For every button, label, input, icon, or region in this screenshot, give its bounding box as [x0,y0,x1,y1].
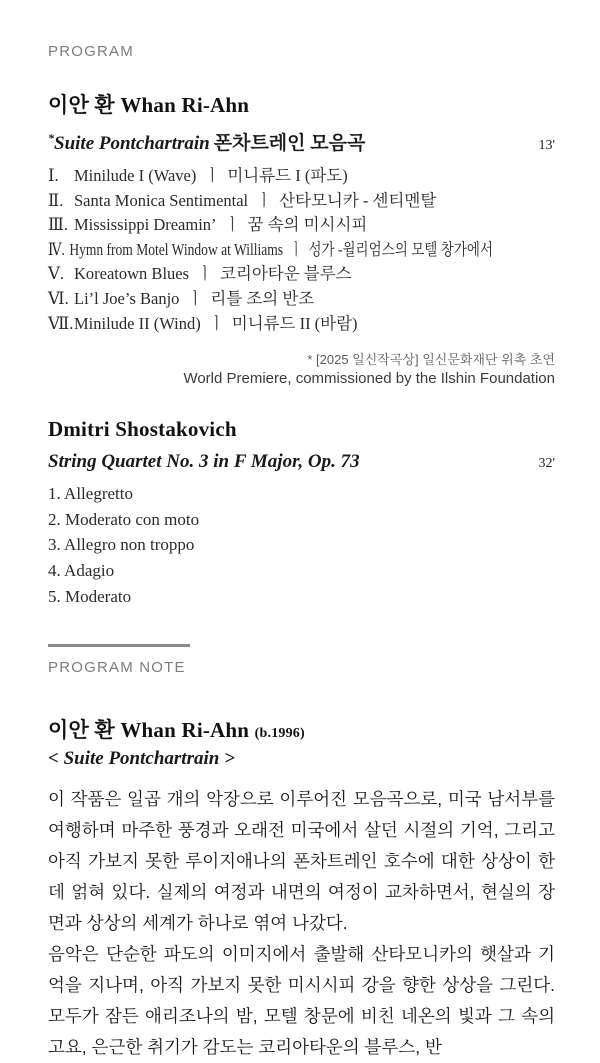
piece2-block [48,417,555,609]
work-title-row-suite-pontchartrain [48,128,555,155]
title-separator: ㅣ [208,313,225,333]
movement-row-5 [48,262,555,287]
duration-piece2: 32' [538,456,555,472]
movement-title-ko: 코리아타운 블루스 [219,264,352,284]
section-divider-line [48,644,190,647]
note-paragraph-1: 이 작품은 일곱 개의 악장으로 이루어진 모음곡으로, 미국 남서부를 여행하며 마주한 풍경과 오래전 미국에서 살던 시절의 기억, 그리고 아직 가보지 못한 루이지애나의 폰차트레인 호수에 대한 상상이 한데 얽혀 있다. 실제의 여정과 내면의 여정이 교차하면서, 현실의 장면과 상상의 세계가 하나로 엮여 나갔다. [48,789,555,934]
premiere-asterisk: * [48,131,54,145]
movement-numeral: Ⅴ. [48,264,65,284]
work-title [48,128,365,155]
note-composer-birth-year: (b.1996) [254,726,305,742]
movement-list-piece1 [48,164,555,336]
movement-row-4 [48,238,555,263]
premiere-footnote-korean: * [2025 일신작곡상] 일신문화재단 위촉 초연 [307,352,555,368]
movement-title-ko: 꿈 속의 미시시피 [247,215,368,235]
movement-title-ko: 미니류드 II (바람) [231,313,358,333]
movement-numeral: Ⅶ. [48,313,74,333]
premiere-footnote-english: World Premiere, commissioned by the Ilshin Foundation [183,370,555,388]
movement-title-ko: 미니류드 I (파도) [227,166,348,185]
movement-title-en: Hymn from Motel Window at Williams [69,239,284,259]
program-note-body [48,784,555,1063]
title-separator: ㅣ [187,288,204,308]
movement-row-2 [48,189,555,214]
title-separator: ㅣ [289,239,303,259]
program-section-label: PROGRAM [48,43,134,60]
composer-name-whan-ri-ahn: 이안 환 Whan Ri-Ahn [48,93,250,117]
note-work-title: < Suite Pontchartrain > [48,748,235,770]
movement-title-en: Santa Monica Sentimental [74,190,249,210]
movement-title-en: Minilude II (Wind) [74,313,201,333]
movement-row-3: 3. Allegro non troppo [48,535,195,555]
movement-row-7 [48,312,555,337]
movement-numeral: Ⅱ. [48,190,64,210]
movement-numeral: Ⅲ. [48,215,69,235]
note-composer-heading [48,714,555,744]
movement-title-ko: 성가 -윌리엄스의 모텔 창가에서 [308,239,494,259]
movement-row-1: 1. Allegretto [48,484,133,504]
movement-row-1 [48,164,555,189]
movement-title-ko: 리틀 조의 반조 [210,288,315,308]
work-title [48,451,360,473]
note-composer-name: 이안 환 Whan Ri-Ahn [48,718,250,743]
title-separator: ㅣ [256,190,273,210]
work-title-english: String Quartet No. 3 in F Major, Op. 73 [48,451,360,473]
program-note-section-label: PROGRAM NOTE [48,659,186,677]
movement-title-ko: 산타모니카 - 센티멘탈 [279,190,437,210]
work-title-english: *Suite Pontchartrain [48,131,210,154]
movement-title-en: Minilude I (Wave) [74,166,197,185]
movement-row-4: 4. Adagio [48,560,115,580]
movement-numeral: Ⅰ. [48,166,59,185]
title-separator: ㅣ [197,264,213,284]
movement-title-en: Koreatown Blues [74,264,190,284]
movement-title-en: Mississippi Dreamin’ [74,215,217,235]
premiere-footnote [48,351,555,388]
movement-row-6 [48,287,555,312]
movement-list-piece2 [48,481,555,609]
duration-piece1: 13' [538,138,555,153]
composer-name-shostakovich: Dmitri Shostakovich [48,417,237,442]
work-title-korean: 폰차트레인 모음곡 [213,133,366,154]
note-paragraph-2: 음악은 단순한 파도의 이미지에서 출발해 산타모니카의 햇살과 기억을 지나며, 아직 가보지 못한 미시시피 강을 향한 상상을 그린다. 모두가 잠든 애리조나의 밤, 모텔 창문에 비친 네온의 빛과 그 속의 고요, 은근한 취기가 감도는 코리아타운의 블루스, 반 [48,944,555,1058]
movement-numeral: Ⅵ. [48,288,69,308]
title-separator: ㅣ [204,166,221,185]
work-title-row-string-quartet [48,451,555,473]
title-separator: ㅣ [224,215,241,235]
movement-row-3 [48,213,555,238]
movement-row-2: 2. Moderato con moto [48,509,200,529]
movement-row-5: 5. Moderato [48,586,132,606]
movement-numeral: Ⅳ. [48,239,65,259]
movement-title-en: Li’l Joe’s Banjo [74,288,180,308]
